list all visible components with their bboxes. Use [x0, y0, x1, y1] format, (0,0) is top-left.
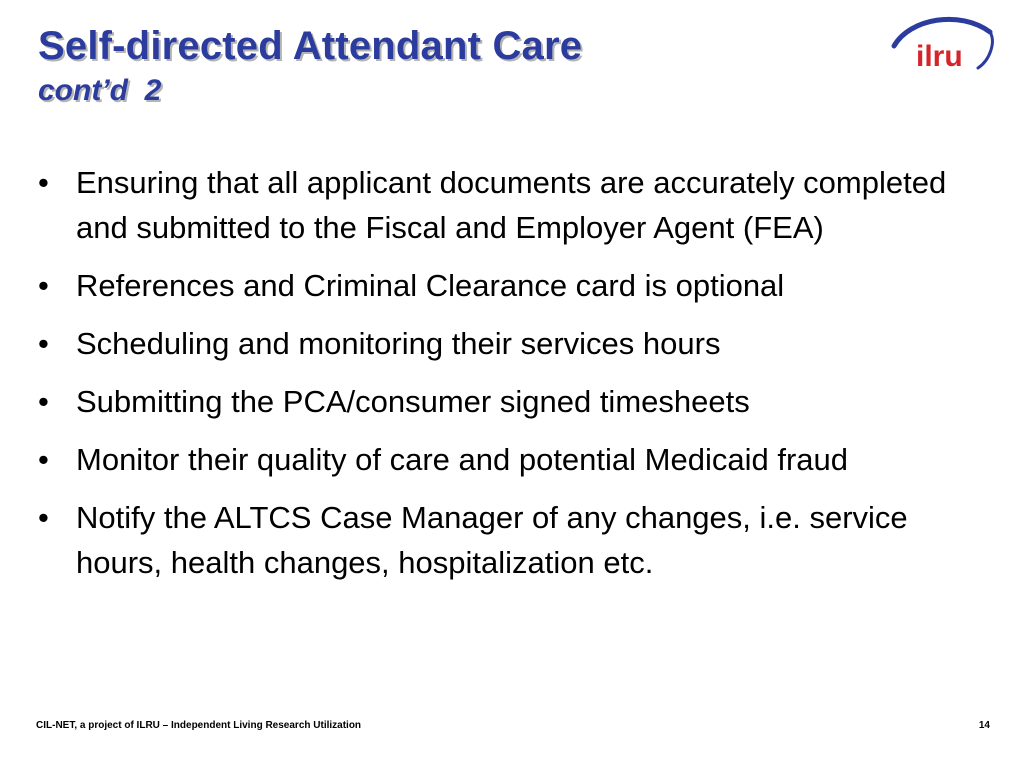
bullet-glyph: •: [38, 268, 49, 303]
bullet-text: Ensuring that all applicant documents are accurately completed and submitted to the Fiscal and Employer Agent (FEA): [76, 165, 947, 245]
bullet-item: [36, 379, 986, 424]
bullet-text: Notify the ALTCS Case Manager of any changes, i.e. service hours, health changes, hospitalization etc.: [76, 500, 908, 580]
bullet-item: [36, 437, 986, 482]
title-main: Self-directed Attendant Care: [38, 24, 583, 68]
bullet-glyph: •: [38, 442, 49, 477]
bullet-text: Monitor their quality of care and potential Medicaid fraud: [76, 442, 848, 477]
bullet-text: Scheduling and monitoring their services hours: [76, 326, 721, 361]
bullet-glyph: •: [38, 500, 49, 535]
logo-wordmark: ilru: [916, 40, 963, 73]
footer-credit: CIL-NET, a project of ILRU – Independent Living Research Utilization: [36, 720, 362, 731]
bullet-list: [36, 160, 986, 598]
bullet-text: Submitting the PCA/consumer signed timesheets: [76, 384, 750, 419]
bullet-item: [36, 160, 986, 250]
bullet-item: [36, 263, 986, 308]
title-sub: cont’d 2: [38, 74, 162, 107]
ilru-logo: [886, 12, 996, 80]
bullet-text: References and Criminal Clearance card is optional: [76, 268, 785, 303]
bullet-glyph: •: [38, 326, 49, 361]
bullet-glyph: •: [38, 165, 49, 200]
page-number: 14: [978, 720, 990, 731]
bullet-item: [36, 321, 986, 366]
slide-title: [38, 26, 582, 106]
bullet-item: [36, 495, 986, 585]
bullet-glyph: •: [38, 384, 49, 419]
